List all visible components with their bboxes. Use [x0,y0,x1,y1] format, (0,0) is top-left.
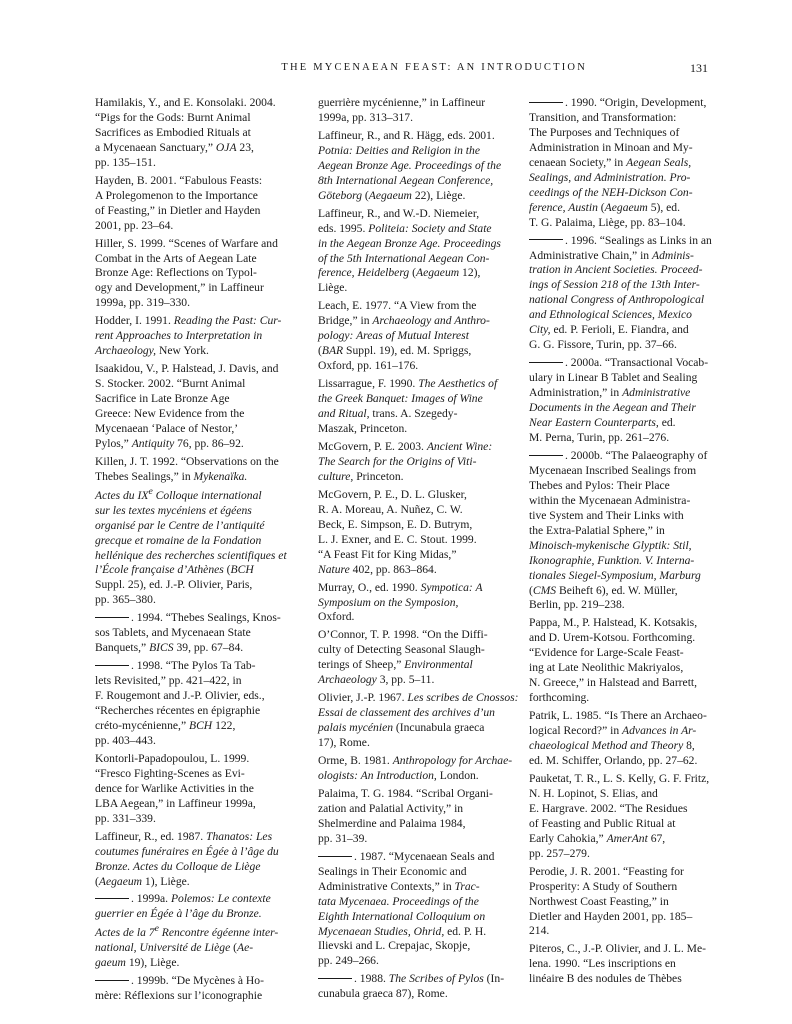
entry-line: dence for Warlike Activities in the [95,781,254,795]
entry-line: 2001, pp. 23–64. [95,218,174,232]
bibliography-entry [529,865,726,940]
bibliography-entry [318,299,514,374]
entry-line: Thebes Sealings,” in Mykenaïka. [95,469,248,483]
entry-line: forthcoming. [529,691,590,705]
entry-line: Bridge,” in Archaeology and Anthro- [318,314,490,328]
entry-line: eds. 1995. Politeia: Society and State [318,221,492,235]
entry-line: Near Eastern Counterparts, ed. [529,416,676,430]
bibliography-entry [318,972,514,1002]
entry-line: créto-mycénienne,” BCH 122, [95,718,236,732]
entry-line: . 1994. “Thebes Sealings, Knos- [109,611,307,626]
entry-line: Sacrifice in Late Bronze Age [95,392,230,406]
entry-line: “Fresco Fighting-Scenes as Evi- [95,766,245,780]
repeat-author-dash [318,856,352,857]
entry-line: palais mycénien (Incunabula graeca [318,721,485,735]
entry-line: . 1987. “Mycenaean Seals and [332,850,514,865]
bibliography-entry [95,830,307,890]
entry-line: Ilievski and L. Crepajac, Skopje, [318,939,471,953]
entry-line: Actes de la 7e Rencontre égéenne inter- [95,923,279,940]
entry-line: 214. [529,924,550,938]
entry-line: mère: Réflexions sur l’iconographie [95,989,263,1003]
entry-line: N. Greece,” in Halstead and Barrett, [529,676,698,690]
entry-line: The Search for the Origins of Viti- [318,454,477,468]
entry-line: Aegean Bronze Age. Proceedings of the [318,158,502,172]
entry-line: Sealings, and Administration. Pro- [529,170,691,184]
bibliography-entry [95,659,307,749]
bibliography-entry [318,440,514,485]
entry-line: 17), Rome. [318,736,370,750]
entry-line: linéaire B des nodules de Thèbes [529,972,682,986]
entry-line: Laffineur, R., and R. Hägg, eds. 2001. [318,128,495,142]
entry-line: of Feasting,” in Dietler and Hayden [95,203,261,217]
entry-line: l’École française d’Athènes (BCH [95,563,254,577]
entry-line: culty of Detecting Seasonal Slaugh- [318,643,485,657]
entry-line: Pauketat, T. R., L. S. Kelly, G. F. Fritz, [529,771,710,785]
bibliography-entry [318,581,514,626]
entry-line: Mycenaean ‘Palace of Nestor,’ [95,422,239,436]
entry-line: guerrière mycénienne,” in Laffineur [318,96,486,109]
entry-line: Berlin, pp. 219–238. [529,598,625,612]
entry-line: and Ethnological Sciences, Mexico [529,308,692,322]
entry-line: Greece: New Evidence from the [95,407,245,421]
bibliography-entry [318,207,514,297]
entry-line: Hiller, S. 1999. “Scenes of Warfare and [95,236,278,250]
entry-line: cenaean Society,” in Aegean Seals, [529,155,692,169]
entry-line: “Recherches récentes en épigraphie [95,704,261,718]
entry-line: Laffineur, R., ed. 1987. Thanatos: Les [95,829,273,843]
entry-line: ed. M. Schiffer, Orlando, pp. 27–62. [529,753,698,767]
entry-line: Perodie, J. R. 2001. “Feasting for [529,864,684,878]
entry-line: Hamilakis, Y., and E. Konsolaki. 2004. [95,96,276,109]
bibliography-entry [529,96,726,231]
entry-line: . 1988. The Scribes of Pylos (In- [332,972,514,987]
entry-line: Bronze. Actes du Colloque de Liège [95,859,261,873]
entry-line: Lissarrague, F. 1990. The Aesthetics of [318,377,498,391]
repeat-author-dash [529,239,563,240]
entry-line: Transition, and Transformation: [529,110,677,124]
entry-line: Administrative Chain,” in Adminis- [529,248,694,262]
bibliography-entry [95,752,307,827]
bibliography-entry [318,129,514,204]
entry-line: Eighth International Colloquium on [318,909,486,923]
entry-line: City, ed. P. Ferioli, E. Fiandra, and [529,323,689,337]
entry-line: Northwest Coast Feasting,” in [529,894,669,908]
entry-line: pp. 365–380. [95,593,156,607]
entry-line: Administration,” in Administrative [529,386,691,400]
entry-line: sur les textes mycéniens et égéens [95,503,252,517]
entry-line: terings of Sheep,” Environmental [318,658,473,672]
entry-line: grecque et romaine de la Fondation [95,533,262,547]
entry-line: gaeum 19), Liège. [95,956,180,970]
bibliography-entry [95,314,307,359]
bibliography-entry [529,356,726,446]
entry-line: Suppl. 25), ed. J.-P. Olivier, Paris, [95,578,253,592]
entry-line: Liège. [318,281,348,295]
entry-line: Banquets,” BICS 39, pp. 67–84. [95,641,244,655]
repeat-author-dash [95,980,129,981]
entry-line: Shelmerdine and Palaima 1984, [318,816,466,830]
entry-line: Dietler and Hayden 2001, pp. 185– [529,909,693,923]
entry-line: ference, Austin (Aegaeum 5), ed. [529,200,681,214]
entry-line: coutumes funéraires en Égée à l’âge du [95,844,279,858]
repeat-author-dash [95,898,129,899]
entry-line: national, Université de Liège (Ae- [95,941,254,955]
entry-line: Bronze Age: Reflections on Typol- [95,266,257,280]
entry-line: Kontorli-Papadopoulou, L. 1999. [95,751,250,765]
entry-line: Sacrifices as Embodied Rituals at [95,125,251,139]
entry-line: L. J. Exner, and E. C. Stout. 1999. [318,532,477,546]
entry-line: pp. 257–279. [529,846,590,860]
entry-line: T. G. Palaima, Liège, pp. 83–104. [529,215,686,229]
entry-line: Essai de classement des archives d’un [318,706,495,720]
entry-line: a Mycenaean Sanctuary,” OJA 23, [95,140,254,154]
entry-line: Actes du IXe Colloque international [95,485,262,502]
entry-line: Killen, J. T. 1992. “Observations on the [95,454,279,468]
entry-line: lets Revisited,” pp. 421–422, in [95,674,242,688]
entry-line: of Feasting and Public Ritual at [529,816,676,830]
bibliography-entry [95,611,307,656]
entry-line: LBA Aegean,” in Laffineur 1999a, [95,796,256,810]
entry-line: Symposium on the Symposion, [318,595,459,609]
entry-line: Olivier, J.-P. 1967. Les scribes de Cnossos: [318,691,519,705]
entry-line: hellénique des recherches scientifiques et [95,548,287,562]
entry-line: Documents in the Aegean and Their [529,401,696,415]
entry-line: Minoisch-mykenische Glyptik: Stil, [529,538,692,552]
bibliography-entry [529,234,726,354]
entry-line: Pappa, M., P. Halstead, K. Kotsakis, [529,616,698,630]
entry-line: ference, Heidelberg (Aegaeum 12), [318,266,481,280]
entry-line: M. Perna, Turin, pp. 261–276. [529,430,670,444]
bibliography-entry [318,628,514,688]
entry-line: Leach, E. 1977. “A View from the [318,299,477,313]
bibliography-entry [529,449,726,613]
entry-line: of the 5th International Aegean Con- [318,251,490,265]
bibliography-entry [95,892,307,971]
entry-line: ulary in Linear B Tablet and Sealing [529,371,698,385]
bibliography-entry [318,850,514,970]
entry-line: “Evidence for Large-Scale Feast- [529,646,684,660]
entry-line: Patrik, L. 1985. “Is There an Archaeo- [529,709,707,723]
entry-line: pp. 331–339. [95,811,156,825]
entry-line: tration in Ancient Societies. Proceed- [529,263,703,277]
bibliography-entry [95,237,307,312]
entry-line: ings of Session 218 of the 13th Inter- [529,278,700,292]
bibliography-entry [95,174,307,234]
entry-line: Orme, B. 1981. Anthropology for Archae- [318,754,513,768]
entry-line: Laffineur, R., and W.-D. Niemeier, [318,206,480,220]
entry-line: Oxford. [318,610,355,624]
entry-line: 1999a, pp. 319–330. [95,296,190,310]
entry-line: Murray, O., ed. 1990. Sympotica: A [318,580,483,594]
entry-line: (Aegaeum 1), Liège. [95,874,190,888]
entry-line: Administrative Contexts,” in Trac- [318,879,480,893]
bibliography-entry [318,377,514,437]
entry-line: Mycenaean Studies, Ohrid, ed. P. H. [318,924,487,938]
entry-line: Göteborg (Aegaeum 22), Liège. [318,188,466,202]
entry-line: Mycenaean Inscribed Sealings from [529,463,697,477]
entry-line: Nature 402, pp. 863–864. [318,562,437,576]
entry-line: cunabula graeca 87), Rome. [318,987,448,1001]
entry-line: ing at Late Neolithic Makriyalos, [529,661,684,675]
entry-line: Administration in Minoan and My- [529,140,693,154]
bibliography-entry [95,974,307,1004]
bibliography-entry [529,942,726,987]
entry-line: ogy and Development,” in Laffineur [95,281,264,295]
entry-line: the Greek Banquet: Images of Wine [318,392,483,406]
entry-line: (BAR Suppl. 19), ed. M. Spriggs, [318,344,472,358]
entry-line: chaeological Method and Theory 8, [529,739,695,753]
entry-line: Archaeology, New York. [95,344,209,358]
bibliography-entry [529,616,726,706]
bibliography-entry [95,455,307,608]
entry-line: ologists: An Introduction, London. [318,768,479,782]
entry-line: lena. 1990. “Les inscriptions en [529,957,676,971]
entry-line: 8th International Aegean Conference, [318,173,494,187]
entry-line: organisé par le Centre de l’antiquité [95,518,265,532]
entry-line: “Pigs for the Gods: Burnt Animal [95,110,251,124]
entry-line: culture, Princeton. [318,469,404,483]
entry-line: A Prolegomenon to the Importance [95,188,258,202]
entry-line: the Extra-Palatial Sphere,” in [529,523,665,537]
bibliography-entry [529,709,726,769]
repeat-author-dash [318,978,352,979]
entry-line: Ikonographie, Funktion. V. Interna- [529,553,695,567]
entry-line: logical Record?” in Advances in Ar- [529,724,697,738]
entry-line: in the Aegean Bronze Age. Proceedings [318,236,501,250]
bibliography-entry [318,691,519,751]
entry-line: sos Tablets, and Mycenaean State [95,626,251,640]
entry-line: “A Feast Fit for King Midas,” [318,547,457,561]
bibliography-entry [95,96,307,171]
entry-line: pp. 135–151. [95,155,156,169]
page-number: 131 [690,61,708,75]
entry-line: . 1999a. Polemos: Le contexte [109,892,307,907]
entry-line: McGovern, P. E. 2003. Ancient Wine: [318,439,493,453]
entry-line: 1999a, pp. 313–317. [318,110,413,124]
entry-line: Piteros, C., J.-P. Olivier, and J. L. Me- [529,942,706,956]
entry-line: tive System and Their Links with [529,508,684,522]
repeat-author-dash [529,455,563,456]
entry-line: Hayden, B. 2001. “Fabulous Feasts: [95,173,263,187]
entry-line: tionales Siegel-Symposium, Marburg [529,568,701,582]
bibliography-column-2 [318,96,519,1005]
entry-line: R. A. Moreau, A. Nuñez, C. W. [318,502,463,516]
entry-line: E. Hargrave. 2002. “The Residues [529,801,688,815]
repeat-author-dash [529,362,563,363]
entry-line: Hodder, I. 1991. Reading the Past: Cur- [95,314,282,328]
bibliography-column-3 [529,96,726,990]
entry-line: The Purposes and Techniques of [529,125,680,139]
entry-line: F. Rougemont and J.-P. Olivier, eds., [95,689,265,703]
entry-line: N. H. Lopinot, S. Elias, and [529,786,658,800]
entry-line: Sealings in Their Economic and [318,864,467,878]
bibliography-column-1 [95,96,307,1007]
entry-line: O’Connor, T. P. 1998. “On the Diffi- [318,628,488,642]
entry-line: pp. 403–443. [95,733,156,747]
repeat-author-dash [95,617,129,618]
repeat-author-dash [95,665,129,666]
entry-line: Palaima, T. G. 1984. “Scribal Organi- [318,786,493,800]
entry-line: S. Stocker. 2002. “Burnt Animal [95,377,246,391]
entry-line: and Ritual, trans. A. Szegedy- [318,407,458,421]
entry-line: . 2000a. “Transactional Vocab- [543,356,726,371]
entry-line: Archaeology 3, pp. 5–11. [318,673,435,687]
bibliography-entry [318,787,514,847]
entry-line: Potnia: Deities and Religion in the [318,143,480,157]
entry-line: . 1998. “The Pylos Ta Tab- [109,659,307,674]
bibliography-entry [318,754,514,784]
entry-line: tata Mycenaea. Proceedings of the [318,894,479,908]
repeat-author-dash [529,102,563,103]
entry-line: . 2000b. “The Palaeography of [543,449,726,464]
entry-line: pp. 31–39. [318,831,368,845]
entry-line: Maszak, Princeton. [318,422,408,436]
page-header [0,62,792,78]
running-head: THE MYCENAEAN FEAST: AN INTRODUCTION [281,62,587,73]
entry-line: Isaakidou, V., P. Halstead, J. Davis, and [95,362,279,376]
bibliography-entry [529,772,726,862]
entry-line: zation and Palatial Activity,” in [318,801,464,815]
bibliography-entry [318,96,514,126]
entry-line: national Congress of Anthropological [529,293,705,307]
entry-line: within the Mycenaean Administra- [529,493,691,507]
entry-line: pology: Areas of Mutual Interest [318,329,469,343]
entry-line: Prosperity: A Study of Southern [529,879,678,893]
entry-line: Beck, E. Simpson, E. D. Butrym, [318,517,473,531]
entry-line: ceedings of the NEH-Dickson Con- [529,185,693,199]
entry-line: Early Cahokia,” AmerAnt 67, [529,831,666,845]
entry-line: . 1999b. “De Mycènes à Ho- [109,974,307,989]
entry-line: rent Approaches to Interpretation in [95,329,263,343]
entry-line: McGovern, P. E., D. L. Glusker, [318,487,467,501]
entry-line: Thebes and Pylos: Their Place [529,478,670,492]
entry-line: Combat in the Arts of Aegean Late [95,251,257,265]
bibliography-entry [318,488,514,578]
entry-line: . 1990. “Origin, Development, [543,96,726,111]
entry-line: Oxford, pp. 161–176. [318,359,419,373]
bibliography-entry [95,362,307,452]
entry-line: Pylos,” Antiquity 76, pp. 86–92. [95,436,244,450]
entry-line: and D. Urem-Kotsou. Forthcoming. [529,631,696,645]
entry-line: . 1996. “Sealings as Links in an [543,234,726,249]
entry-line: G. G. Fissore, Turin, pp. 37–66. [529,338,677,352]
entry-line: pp. 249–266. [318,954,379,968]
entry-line: (CMS Beiheft 6), ed. W. Müller, [529,583,678,597]
entry-line: guerrier en Égée à l’âge du Bronze. [95,907,262,921]
